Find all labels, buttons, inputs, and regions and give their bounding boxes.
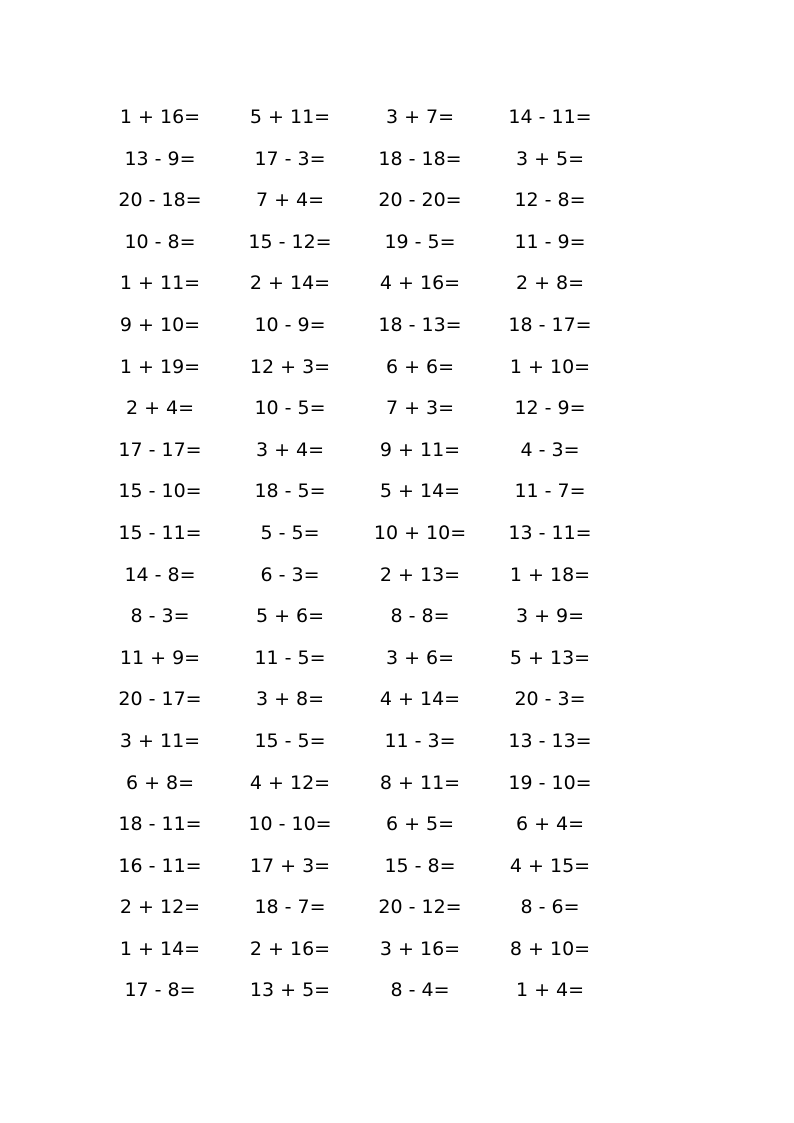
math-problem: 1 + 19= xyxy=(119,355,201,378)
math-problem: 12 - 9= xyxy=(514,397,586,420)
math-problem: 6 + 6= xyxy=(385,355,455,378)
math-problem: 5 + 6= xyxy=(255,605,325,628)
math-problem: 5 + 14= xyxy=(379,480,461,503)
math-problem: 10 + 10= xyxy=(373,521,467,544)
problem-row xyxy=(0,638,794,680)
math-problem: 13 - 13= xyxy=(508,729,592,752)
math-problem: 15 - 10= xyxy=(118,480,202,503)
math-problem: 3 + 11= xyxy=(119,729,201,752)
math-problem: 1 + 14= xyxy=(119,937,201,960)
math-problem: 12 + 3= xyxy=(249,355,331,378)
math-problem: 10 - 5= xyxy=(254,397,326,420)
math-problem: 4 + 15= xyxy=(509,854,591,877)
math-problem: 3 + 5= xyxy=(515,147,585,170)
math-problem: 8 + 10= xyxy=(509,937,591,960)
problem-row xyxy=(0,555,794,597)
problem-row xyxy=(0,721,794,763)
math-problem: 2 + 8= xyxy=(515,272,585,295)
math-problem: 9 + 10= xyxy=(119,313,201,336)
math-problem: 17 - 8= xyxy=(124,979,196,1002)
math-problem: 17 - 17= xyxy=(118,438,202,461)
problem-row xyxy=(0,97,794,139)
math-problem: 3 + 8= xyxy=(255,688,325,711)
math-problem: 18 - 7= xyxy=(254,896,326,919)
math-problem: 6 + 5= xyxy=(385,813,455,836)
math-problem: 19 - 10= xyxy=(508,771,592,794)
math-problem: 6 + 8= xyxy=(125,771,195,794)
math-problem: 20 - 12= xyxy=(378,896,462,919)
math-problem: 6 + 4= xyxy=(515,813,585,836)
math-problem: 17 - 3= xyxy=(254,147,326,170)
math-problem: 3 + 9= xyxy=(515,605,585,628)
problem-row xyxy=(0,763,794,805)
problem-row xyxy=(0,970,794,1012)
math-problem: 8 - 6= xyxy=(520,896,580,919)
math-problem: 13 - 11= xyxy=(508,521,592,544)
problem-row xyxy=(0,347,794,389)
math-problem: 5 - 5= xyxy=(260,521,320,544)
math-problem: 4 + 16= xyxy=(379,272,461,295)
problem-row xyxy=(0,596,794,638)
math-problem: 13 - 9= xyxy=(124,147,196,170)
problem-row xyxy=(0,430,794,472)
problem-row xyxy=(0,471,794,513)
math-problem: 11 - 3= xyxy=(384,729,456,752)
problem-row xyxy=(0,139,794,181)
problem-row xyxy=(0,679,794,721)
problem-row xyxy=(0,263,794,305)
problem-row xyxy=(0,222,794,264)
math-problem: 9 + 11= xyxy=(379,438,461,461)
math-problem: 6 - 3= xyxy=(260,563,320,586)
math-problem: 15 - 12= xyxy=(248,230,332,253)
math-problem: 18 - 5= xyxy=(254,480,326,503)
math-problem: 20 - 3= xyxy=(514,688,586,711)
math-problem: 20 - 17= xyxy=(118,688,202,711)
math-problem: 8 + 11= xyxy=(379,771,461,794)
problem-row xyxy=(0,305,794,347)
math-problem: 2 + 12= xyxy=(119,896,201,919)
math-problem: 2 + 14= xyxy=(249,272,331,295)
math-problem: 11 - 7= xyxy=(514,480,586,503)
math-problem: 12 - 8= xyxy=(514,189,586,212)
math-problem: 15 - 5= xyxy=(254,729,326,752)
worksheet xyxy=(0,97,794,1012)
problem-row xyxy=(0,929,794,971)
math-problem: 13 + 5= xyxy=(249,979,331,1002)
math-problem: 17 + 3= xyxy=(249,854,331,877)
math-problem: 18 - 13= xyxy=(378,313,462,336)
math-problem: 5 + 13= xyxy=(509,646,591,669)
math-problem: 2 + 13= xyxy=(379,563,461,586)
math-problem: 11 - 9= xyxy=(514,230,586,253)
problem-row xyxy=(0,388,794,430)
math-problem: 11 + 9= xyxy=(119,646,201,669)
math-problem: 1 + 11= xyxy=(119,272,201,295)
math-problem: 7 + 3= xyxy=(385,397,455,420)
math-problem: 1 + 10= xyxy=(509,355,591,378)
math-problem: 20 - 20= xyxy=(378,189,462,212)
problem-row xyxy=(0,887,794,929)
math-problem: 10 - 8= xyxy=(124,230,196,253)
math-problem: 15 - 8= xyxy=(384,854,456,877)
math-problem: 14 - 8= xyxy=(124,563,196,586)
math-problem: 3 + 6= xyxy=(385,646,455,669)
math-problem: 8 - 4= xyxy=(390,979,450,1002)
math-problem: 4 + 14= xyxy=(379,688,461,711)
math-problem: 20 - 18= xyxy=(118,189,202,212)
math-problem: 1 + 18= xyxy=(509,563,591,586)
math-problem: 1 + 16= xyxy=(119,106,201,128)
problem-row xyxy=(0,180,794,222)
math-problem: 3 + 4= xyxy=(255,438,325,461)
math-problem: 16 - 11= xyxy=(118,854,202,877)
math-problem: 2 + 4= xyxy=(125,397,195,420)
math-problem: 7 + 4= xyxy=(255,189,325,212)
math-problem: 18 - 11= xyxy=(118,813,202,836)
math-problem: 3 + 7= xyxy=(385,106,455,128)
math-problem: 2 + 16= xyxy=(249,937,331,960)
math-problem: 14 - 11= xyxy=(508,106,592,128)
math-problem: 10 - 9= xyxy=(254,313,326,336)
math-problem: 18 - 17= xyxy=(508,313,592,336)
math-problem: 19 - 5= xyxy=(384,230,456,253)
math-problem: 3 + 16= xyxy=(379,937,461,960)
problem-row xyxy=(0,804,794,846)
math-problem: 5 + 11= xyxy=(249,106,331,128)
math-problem: 4 - 3= xyxy=(520,438,580,461)
math-problem: 8 - 8= xyxy=(390,605,450,628)
problem-row xyxy=(0,513,794,555)
math-problem: 10 - 10= xyxy=(248,813,332,836)
math-problem: 15 - 11= xyxy=(118,521,202,544)
math-problem: 4 + 12= xyxy=(249,771,331,794)
math-problem: 18 - 18= xyxy=(378,147,462,170)
math-problem: 8 - 3= xyxy=(130,605,190,628)
math-problem: 11 - 5= xyxy=(254,646,326,669)
problem-row xyxy=(0,846,794,888)
math-problem: 1 + 4= xyxy=(515,979,585,1002)
